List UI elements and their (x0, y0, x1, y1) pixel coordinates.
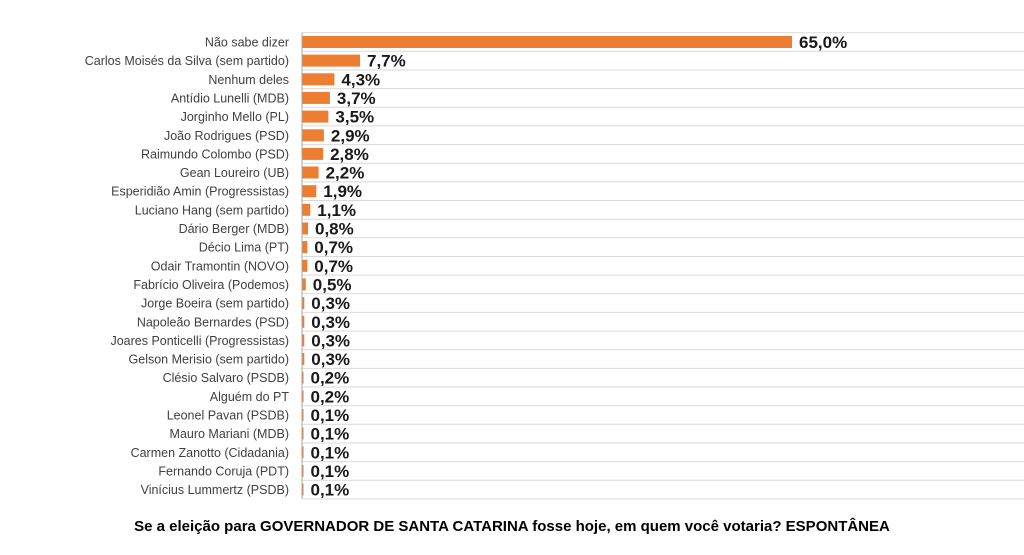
category-label: Odair Tramontin (NOVO) (150, 259, 289, 274)
category-label: Vinícius Lummertz (PSDB) (140, 483, 289, 498)
category-label: Carmen Zanotto (Cidadania) (130, 445, 289, 460)
value-label: 1,9% (323, 182, 363, 202)
category-label: Gelson Merisio (sem partido) (128, 352, 289, 367)
value-label: 0,7% (314, 238, 354, 258)
bar (302, 278, 306, 290)
category-label: Fernando Coruja (PDT) (158, 464, 289, 479)
bar (302, 111, 328, 123)
bar (302, 241, 307, 253)
bar (302, 204, 310, 216)
value-label: 0,3% (311, 312, 351, 332)
value-label: 2,8% (330, 144, 369, 164)
category-label: Nenhum deles (208, 72, 289, 87)
value-label: 3,7% (336, 88, 376, 108)
category-label: Jorginho Mello (PL) (180, 110, 289, 125)
category-label: Clésio Salvaro (PSDB) (162, 371, 289, 386)
bar (302, 36, 792, 48)
value-label: 2,9% (330, 126, 370, 146)
bar (302, 92, 330, 104)
value-label: 3,5% (335, 107, 375, 127)
category-label: Não sabe dizer (204, 35, 289, 50)
value-label: 0,1% (310, 461, 350, 481)
value-label: 0,3% (311, 294, 351, 314)
bar (302, 73, 334, 85)
bar (302, 185, 316, 197)
value-label: 0,8% (315, 219, 354, 239)
category-label: Joares Ponticelli (Progressistas) (110, 333, 289, 348)
value-label: 0,1% (310, 406, 350, 425)
category-label: Mauro Mariani (MDB) (169, 427, 289, 442)
value-label: 0,1% (310, 443, 350, 463)
bar (302, 260, 307, 272)
value-label: 0,1% (310, 424, 350, 444)
value-label: 0,2% (310, 387, 350, 407)
bar (302, 167, 319, 179)
category-label: Jorge Boeira (sem partido) (141, 296, 289, 311)
category-label: Antídio Lunelli (MDB) (170, 91, 289, 106)
value-label: 4,3% (341, 70, 381, 90)
value-label: 0,3% (311, 331, 351, 351)
value-labels (311, 33, 848, 500)
category-label: Raimundo Colombo (PSD) (141, 147, 289, 162)
category-label: Dário Berger (MDB) (178, 222, 289, 236)
category-label: Napoleão Bernardes (PSD) (136, 315, 289, 330)
bar (302, 55, 360, 67)
category-label: Alguém do PT (209, 389, 289, 404)
category-label: Gean Loureiro (UB) (179, 166, 289, 180)
category-label: Esperidião Amin (Progressistas) (111, 184, 289, 199)
value-label: 7,7% (367, 51, 406, 71)
category-label: João Rodrigues (PSD) (163, 128, 289, 143)
category-label: Fabrício Oliveira (Podemos) (133, 277, 289, 292)
category-label: Leonel Pavan (PSDB) (166, 408, 289, 423)
category-label: Luciano Hang (sem partido) (134, 203, 289, 218)
value-label: 0,2% (310, 368, 350, 388)
category-label: Carlos Moisés da Silva (sem partido) (84, 54, 289, 69)
value-label: 2,2% (325, 163, 365, 183)
bar (302, 129, 324, 141)
category-labels (85, 36, 290, 498)
value-label: 0,7% (314, 256, 354, 276)
value-label: 0,3% (311, 350, 351, 369)
value-label: 0,1% (310, 480, 350, 500)
chart-caption: Se a eleição para GOVERNADOR DE SANTA CATARINA fosse hoje, em quem você votaria? ESPONTÂNEA (134, 518, 890, 535)
value-label: 1,1% (317, 200, 357, 220)
category-label: Décio Lima (PT) (198, 240, 289, 255)
value-label: 0,5% (312, 275, 352, 295)
bar (302, 223, 308, 235)
gridlines (302, 33, 1024, 499)
value-label: 65,0% (799, 33, 848, 52)
bar (302, 148, 323, 160)
